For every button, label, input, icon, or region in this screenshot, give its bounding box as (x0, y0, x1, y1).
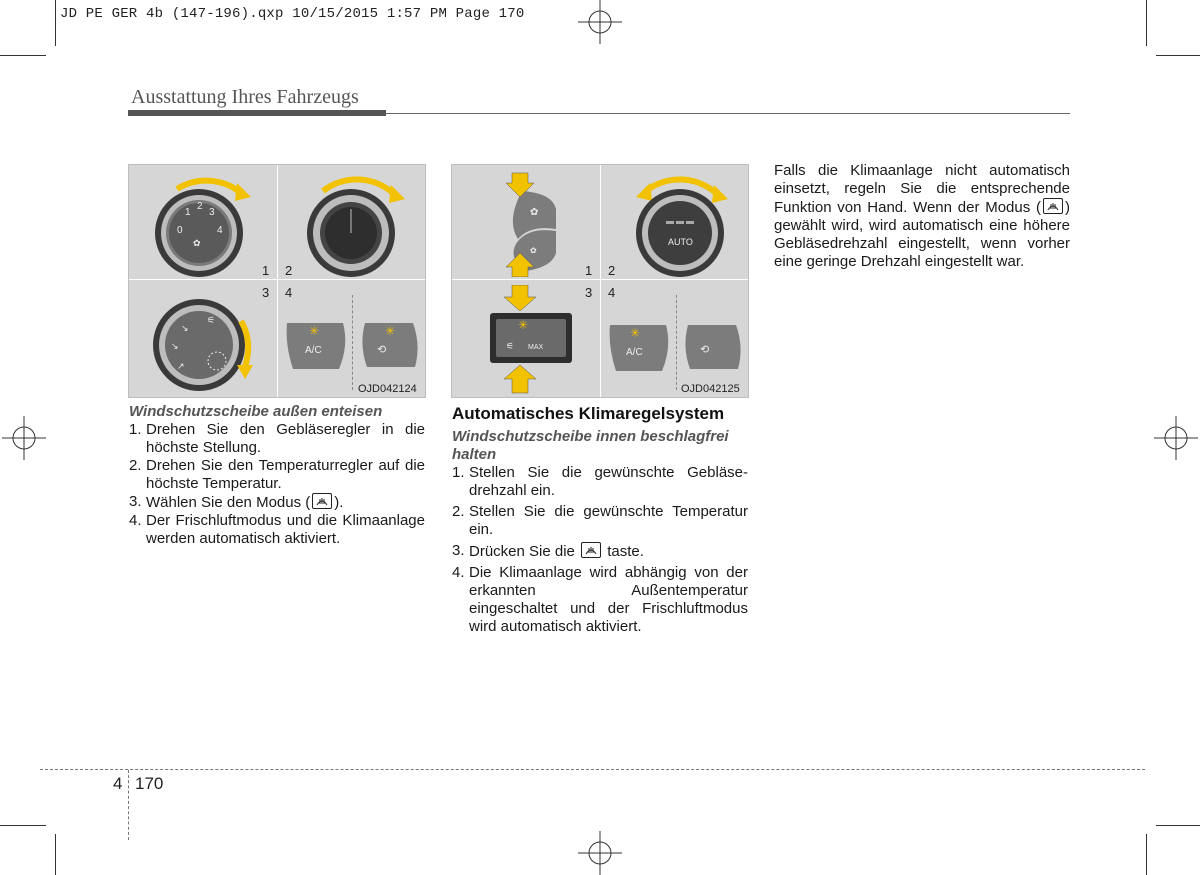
print-slug: JD PE GER 4b (147-196).qxp 10/15/2015 1:57 PM Page 170 (60, 6, 525, 22)
fan-rocker-illustration (482, 169, 582, 277)
registration-mark-top (578, 0, 622, 44)
svg-text:↘: ↘ (181, 323, 189, 333)
defrost-mode-icon (1043, 198, 1063, 214)
ac-button-illustration (606, 317, 676, 375)
section-heading: Automatisches Klimaregelsystem (452, 404, 725, 423)
procedure-steps (452, 464, 748, 636)
max-label: MAX (528, 344, 544, 351)
ac-label: A/C (305, 345, 322, 356)
quadrant-number: 3 (262, 285, 270, 300)
figure-right (451, 164, 749, 398)
procedure-steps (129, 421, 425, 548)
crop-mark (55, 834, 56, 875)
svg-text:⚟: ⚟ (506, 341, 515, 351)
crop-mark (0, 825, 46, 826)
quadrant-number: 1 (585, 263, 593, 278)
svg-text:✳: ✳ (518, 318, 529, 332)
procedure-heading: Windschutzscheibe außen enteisen (129, 403, 383, 420)
svg-text:✿: ✿ (530, 246, 537, 255)
svg-text:⟲: ⟲ (377, 344, 387, 356)
registration-mark-left (2, 416, 46, 460)
right-column: Falls die Klimaanlage nicht automatisch einsetzt, regeln Sie die entsprechende Funktion von Hand. Wenn der Modus ( ) gewählt wird, wird automatisch eine höhere Gebläsedrehzahl eingestellt, wenn vorher eine geringe Drehzahl eingestellt war. (774, 162, 1070, 270)
mode-dial-illustration (137, 285, 270, 395)
defrost-mode-icon (312, 493, 332, 509)
quadrant-number: 2 (608, 263, 616, 278)
header-rule (128, 110, 386, 116)
left-column (129, 403, 425, 548)
list-item: 2. Stellen Sie die gewünschte Temperatur ein. (452, 503, 748, 538)
quadrant-number: 2 (285, 263, 293, 278)
quadrant-number: 3 (585, 285, 593, 300)
footer-rule (40, 769, 1145, 770)
crop-mark (1146, 834, 1147, 875)
dial-label: 2 (197, 201, 203, 212)
section-title: Ausstattung Ihres Fahrzeugs (131, 86, 359, 108)
list-item: 1. Drehen Sie den Gebläseregler in die höchste Stellung. (129, 421, 425, 456)
header-rule-thin (386, 113, 1070, 114)
svg-text:⚟: ⚟ (207, 315, 216, 325)
dial-label: 4 (217, 225, 223, 236)
defrost-button-icon (581, 542, 601, 558)
middle-column (452, 403, 748, 636)
recirculation-button-illustration (680, 317, 746, 375)
page-number: 170 (135, 774, 164, 793)
dial-label: 3 (209, 207, 215, 218)
crop-mark (1146, 0, 1147, 46)
ac-label: A/C (626, 347, 643, 358)
quadrant-number: 4 (285, 285, 293, 300)
ac-button-illustration (283, 315, 353, 373)
auto-dial-illustration (610, 171, 740, 279)
svg-text:↗: ↗ (177, 361, 185, 371)
recirculation-button-illustration (357, 315, 423, 373)
max-defrost-button-illustration (476, 285, 586, 395)
registration-mark-right (1154, 416, 1198, 460)
svg-text:✿: ✿ (193, 239, 201, 249)
chapter-number: 4 (113, 774, 123, 793)
auto-label: AUTO (668, 237, 693, 247)
procedure-heading: Windschutzscheibe innen beschlagfrei halten (452, 428, 729, 463)
figure-left (128, 164, 426, 398)
svg-text:✿: ✿ (530, 207, 539, 218)
footer-divider (128, 770, 129, 840)
crop-mark (0, 55, 46, 56)
figure-code: OJD042124 (358, 383, 417, 395)
figure-code: OJD042125 (681, 383, 740, 395)
crop-mark (1156, 55, 1200, 56)
list-item: 4. Die Klimaanlage wird abhängig von der erkannten Außentemperatur eingeschaltet und der Frischluftmodus wird automatisch aktiviert. (452, 564, 748, 635)
temperature-dial-illustration (287, 171, 417, 279)
list-item: 1. Stellen Sie die gewünschte Gebläse-drehzahl ein. (452, 464, 748, 499)
svg-text:↘: ↘ (171, 341, 179, 351)
dial-label: 0 (177, 225, 183, 236)
list-item: 4. Der Frischluftmodus und die Klimaanlage werden automatisch aktiviert. (129, 512, 425, 547)
list-item: 3. Drücken Sie die taste. (452, 542, 644, 560)
crop-mark (55, 0, 56, 46)
list-item: 3. Wählen Sie den Modus ( ). (129, 493, 344, 511)
quadrant-number: 4 (608, 285, 616, 300)
registration-mark-bottom (578, 831, 622, 875)
svg-text:✳: ✳ (630, 326, 641, 340)
quadrant-number: 1 (262, 263, 270, 278)
svg-text:⟲: ⟲ (700, 344, 710, 356)
fan-speed-dial-illustration (137, 171, 270, 279)
list-item: 2. Drehen Sie den Temperaturregler auf die höchste Temperatur. (129, 457, 425, 492)
svg-text:✳: ✳ (309, 324, 320, 338)
svg-text:✳: ✳ (385, 324, 396, 338)
crop-mark (1156, 825, 1200, 826)
dial-label: 1 (185, 207, 191, 218)
